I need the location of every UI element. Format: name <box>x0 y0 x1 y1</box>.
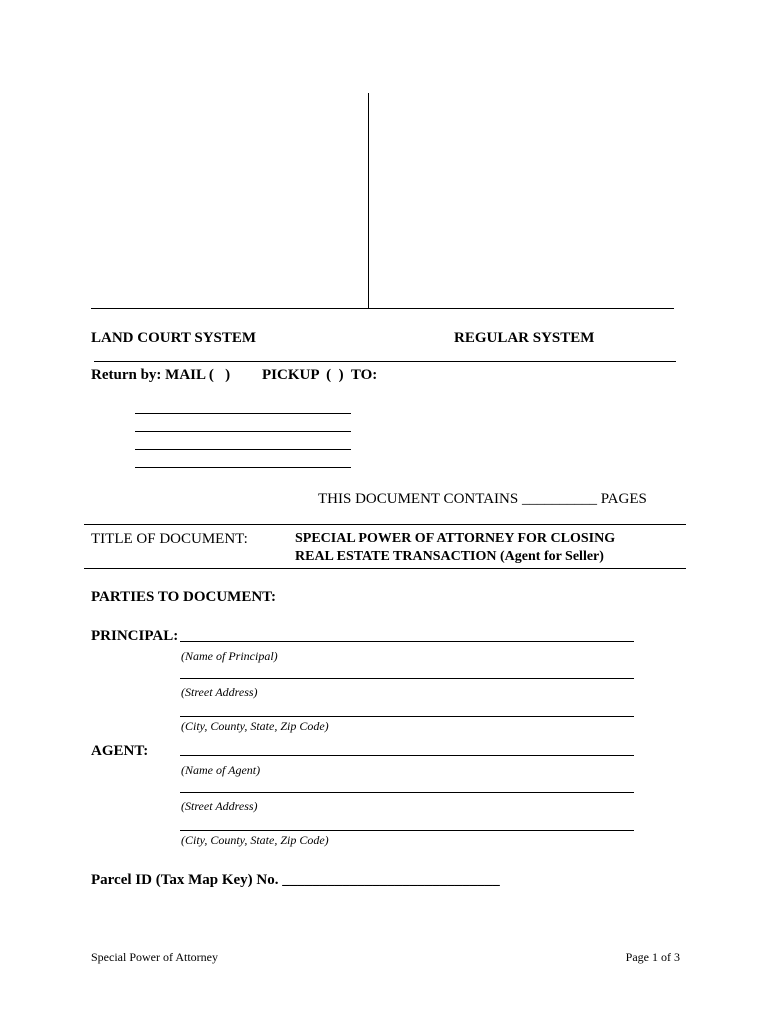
agent-name-line[interactable] <box>180 755 634 756</box>
parties-heading: PARTIES TO DOCUMENT: <box>91 589 277 605</box>
document-title-line-2: REAL ESTATE TRANSACTION (Agent for Seller) <box>295 549 604 564</box>
principal-name-line[interactable] <box>180 641 634 642</box>
land-court-system-label: LAND COURT SYSTEM <box>91 330 257 346</box>
agent-street-line[interactable] <box>180 792 634 793</box>
agent-street-caption: (Street Address) <box>181 799 258 813</box>
document-title-line-1: SPECIAL POWER OF ATTORNEY FOR CLOSING <box>295 531 616 546</box>
agent-name-caption: (Name of Agent) <box>181 763 261 777</box>
principal-street-line[interactable] <box>180 678 634 679</box>
pickup-label: PICKUP ( ) TO: <box>262 367 378 383</box>
return-address-line-4[interactable] <box>135 467 351 468</box>
return-address-line-1[interactable] <box>135 413 351 414</box>
title-block-top-line <box>84 524 686 525</box>
document-page-count: THIS DOCUMENT CONTAINS __________ PAGES <box>318 491 647 507</box>
principal-label: PRINCIPAL: <box>91 628 179 644</box>
agent-label: AGENT: <box>91 743 149 759</box>
return-address-line-3[interactable] <box>135 449 351 450</box>
return-by-label: Return by: MAIL ( ) <box>91 367 231 383</box>
principal-city-line[interactable] <box>180 716 634 717</box>
footer-page-number: Page 1 of 3 <box>625 950 680 964</box>
agent-city-caption: (City, County, State, Zip Code) <box>181 833 329 847</box>
title-block-bottom-line <box>84 568 686 569</box>
regular-system-label: REGULAR SYSTEM <box>454 330 595 346</box>
parcel-id-field: Parcel ID (Tax Map Key) No. _____________________________ <box>91 872 500 888</box>
principal-city-caption: (City, County, State, Zip Code) <box>181 719 329 733</box>
principal-name-caption: (Name of Principal) <box>181 649 278 663</box>
title-of-document-label: TITLE OF DOCUMENT: <box>91 531 248 547</box>
recording-area-bottom-line <box>91 308 674 309</box>
principal-street-caption: (Street Address) <box>181 685 258 699</box>
return-address-line-2[interactable] <box>135 431 351 432</box>
agent-city-line[interactable] <box>180 830 634 831</box>
footer-document-name: Special Power of Attorney <box>91 950 218 964</box>
recording-system-underline <box>94 361 676 362</box>
recording-divider-vertical <box>368 93 369 309</box>
